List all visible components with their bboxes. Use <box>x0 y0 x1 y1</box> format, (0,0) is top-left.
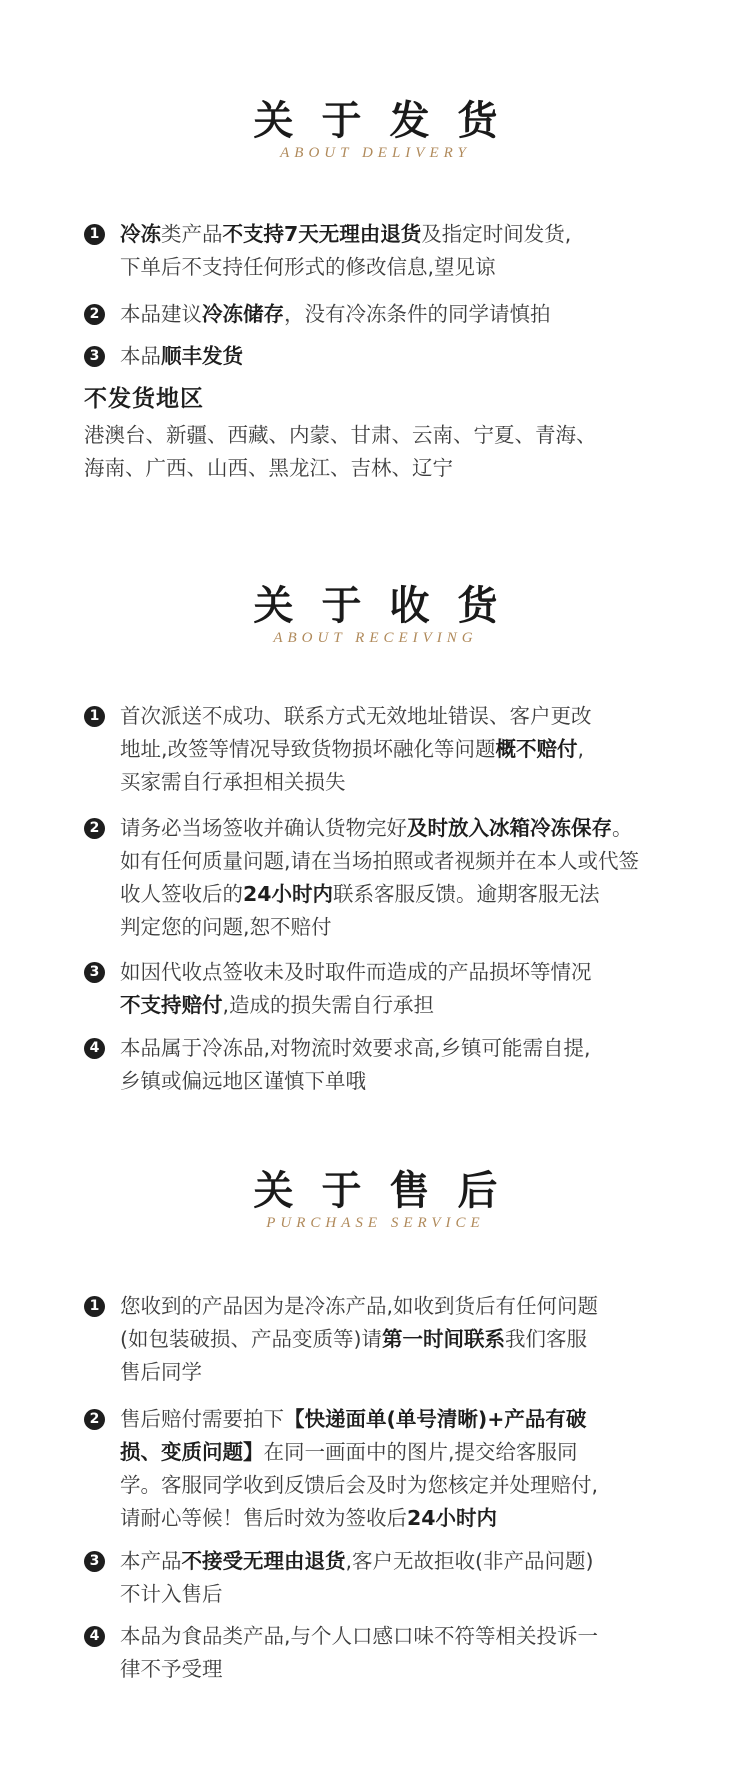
text-run: 我们客服 <box>505 1327 587 1351</box>
aftersale-section-subtitle: PURCHASE SERVICE <box>266 1215 485 1231</box>
aftersale-item-3 <box>84 1545 724 1611</box>
title-char: 于 <box>321 1167 362 1214</box>
item-text <box>120 1403 724 1535</box>
bold-text: 【快递面单(单号清晰)+产品有破 <box>284 1407 587 1431</box>
text-run: 首次派送不成功、联系方式无效地址错误、客户更改 <box>120 704 592 728</box>
receiving-section-title <box>0 583 751 629</box>
text-run: 请务必当场签收并确认货物完好 <box>120 816 407 840</box>
item-text <box>120 700 724 799</box>
text-run: 类产品 <box>161 222 223 246</box>
item-text <box>120 1545 724 1611</box>
text-run: ，没有冷冻条件的同学请慎拍 <box>284 302 551 326</box>
number-badge: 4 <box>84 1626 105 1647</box>
text-run: 本产品 <box>120 1549 182 1573</box>
item-text <box>120 1620 724 1686</box>
text-run: 请耐心等候！售后时效为签收后 <box>120 1506 407 1530</box>
text-run: (如包装破损、产品变质等)请 <box>120 1327 382 1351</box>
receiving-section-subtitle: ABOUT RECEIVING <box>273 630 478 646</box>
title-char: 于 <box>321 582 362 629</box>
text-run: 售后同学 <box>120 1360 202 1384</box>
no-delivery-region-list <box>84 419 724 485</box>
receiving-item-1 <box>84 700 724 799</box>
item-text <box>120 1032 724 1098</box>
number-badge: 2 <box>84 304 105 325</box>
title-char: 货 <box>457 582 498 629</box>
receiving-item-2 <box>84 812 724 944</box>
bold-text: 损、变质问题】 <box>120 1440 264 1464</box>
text-run: 联系客服反馈。逾期客服无法 <box>333 882 600 906</box>
item-text <box>120 1290 724 1389</box>
item-text <box>120 340 724 373</box>
delivery-item-1 <box>84 218 724 284</box>
aftersale-item-4 <box>84 1620 724 1686</box>
title-char: 关 <box>253 582 294 629</box>
bold-text: 冷冻储存 <box>202 302 284 326</box>
bold-text: 24小时内 <box>407 1506 498 1530</box>
title-char: 货 <box>457 97 498 144</box>
item-text <box>120 956 724 1022</box>
delivery-section-title <box>0 98 751 144</box>
text-run: 及指定时间发货, <box>421 222 572 246</box>
text-run: 在同一画面中的图片,提交给客服同 <box>263 1440 578 1464</box>
text-run: 本品建议 <box>120 302 202 326</box>
region-line: 海南、广西、山西、黑龙江、吉林、辽宁 <box>84 456 453 480</box>
region-line: 港澳台、新疆、西藏、内蒙、甘肃、云南、宁夏、青海、 <box>84 423 597 447</box>
text-run: ,造成的损失需自行承担 <box>222 993 435 1017</box>
bold-text: 不接受无理由退货 <box>181 1549 346 1573</box>
number-badge: 3 <box>84 346 105 367</box>
text-run: 。 <box>612 816 633 840</box>
bold-text: 24小时内 <box>243 882 334 906</box>
text-run: 如因代收点签收未及时取件而造成的产品损坏等情况 <box>120 960 592 984</box>
bold-text: 不支持赔付 <box>120 993 223 1017</box>
text-run: 本品 <box>120 344 161 368</box>
bold-text: 冷冻 <box>120 222 161 246</box>
text-run: 收人签收后的 <box>120 882 243 906</box>
receiving-section-header <box>0 583 751 647</box>
number-badge: 2 <box>84 1409 105 1430</box>
bold-text: 顺丰发货 <box>161 344 243 368</box>
aftersale-item-1 <box>84 1290 724 1389</box>
text-run: 本品为食品类产品,与个人口感口味不符等相关投诉一 <box>120 1624 599 1648</box>
aftersale-section-title <box>0 1168 751 1214</box>
item-text <box>120 218 724 284</box>
delivery-item-2 <box>84 298 724 331</box>
delivery-section-header <box>0 98 751 162</box>
delivery-item-3 <box>84 340 724 373</box>
text-run: 下单后不支持任何形式的修改信息,望见谅 <box>120 255 496 279</box>
receiving-item-4 <box>84 1032 724 1098</box>
title-char: 收 <box>389 582 430 629</box>
text-run: 不计入售后 <box>120 1582 223 1606</box>
aftersale-section-header <box>0 1168 751 1232</box>
number-badge: 1 <box>84 1296 105 1317</box>
number-badge: 1 <box>84 224 105 245</box>
text-run: 学。客服同学收到反馈后会及时为您核定并处理赔付, <box>120 1473 599 1497</box>
text-run: 本品属于冷冻品,对物流时效要求高,乡镇可能需自提, <box>120 1036 591 1060</box>
bold-text: 概不赔付 <box>495 737 578 761</box>
text-run: 您收到的产品因为是冷冻产品,如收到货后有任何问题 <box>120 1294 599 1318</box>
bold-text: 第一时间联系 <box>382 1327 505 1351</box>
title-char: 关 <box>253 97 294 144</box>
text-run: 如有任何质量问题,请在当场拍照或者视频并在本人或代签 <box>120 849 640 873</box>
item-text <box>120 298 724 331</box>
receiving-item-3 <box>84 956 724 1022</box>
text-run: 地址,改签等情况导致货物损坏融化等问题 <box>120 737 496 761</box>
bold-text: 及时放入冰箱冷冻保存 <box>407 816 612 840</box>
aftersale-item-2 <box>84 1403 724 1535</box>
number-badge: 2 <box>84 818 105 839</box>
delivery-section-subtitle: ABOUT DELIVERY <box>280 145 471 161</box>
text-run: 律不予受理 <box>120 1657 223 1681</box>
text-run: 买家需自行承担相关损失 <box>120 770 346 794</box>
text-run: 乡镇或偏远地区谨慎下单哦 <box>120 1069 366 1093</box>
number-badge: 3 <box>84 962 105 983</box>
title-char: 发 <box>389 97 430 144</box>
title-char: 于 <box>321 97 362 144</box>
no-delivery-region-title: 不发货地区 <box>84 386 204 412</box>
title-char: 关 <box>253 1167 294 1214</box>
title-char: 售 <box>389 1167 430 1214</box>
text-run: ,客户无故拒收(非产品问题) <box>345 1549 594 1573</box>
title-char: 后 <box>457 1167 498 1214</box>
text-run: 售后赔付需要拍下 <box>120 1407 284 1431</box>
number-badge: 1 <box>84 706 105 727</box>
text-run: 判定您的问题,恕不赔付 <box>120 915 332 939</box>
bold-text: 不支持7天无理由退货 <box>222 222 422 246</box>
item-text <box>120 812 724 944</box>
number-badge: 3 <box>84 1551 105 1572</box>
text-run: , <box>577 737 585 761</box>
number-badge: 4 <box>84 1038 105 1059</box>
